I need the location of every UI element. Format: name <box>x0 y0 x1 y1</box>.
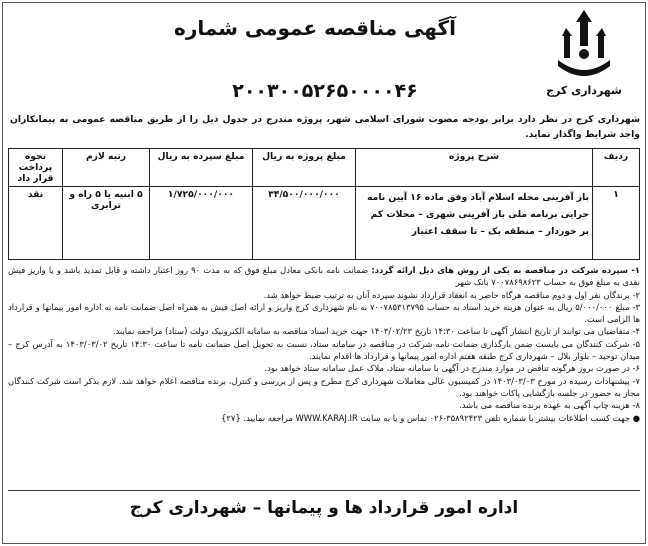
intro-paragraph: شهرداری کرج در نظر دارد برابر بودجه مصوب شورای اسلامی شهر، پروژه مندرج در جدول ذیل را از طریق مناقصه عمومی به پیمانکاران واجد شرایط واگذار نماید. <box>10 114 640 140</box>
col-amount-header: مبلغ پروژه به ریال <box>253 149 356 187</box>
notice-title: آگهی مناقصه عمومی شماره <box>174 16 456 40</box>
condition-2: ۲- برندگان نفر اول و دوم مناقصه هرگاه حاضر به انعقاد قرارداد نشوند سپرده آنان به ترتیب ضبط خواهد شد. <box>263 289 640 300</box>
condition-1-lead: ۱- سپرده شرکت در مناقصه به یکی از روش های ذیل ارائه گردد: <box>371 265 641 275</box>
col-deposit-header: مبلغ سپرده به ریال <box>150 149 253 187</box>
header <box>0 0 648 112</box>
table-header-row <box>9 149 640 187</box>
logo-caption: شهرداری کرج <box>546 84 622 97</box>
project-amount: ۳۴/۵۰۰/۰۰۰/۰۰۰ <box>253 187 356 260</box>
table-row <box>9 187 640 260</box>
projects-table <box>8 148 640 260</box>
condition-1 <box>8 264 640 289</box>
karaj-municipality-logo <box>534 6 634 106</box>
condition-6: ۶- در صورت بروز هرگونه تناقض در موارد مندرج در آگهی با سامانه ستاد، ملاک عمل سامانه ستاد خواهد بود. <box>264 363 640 374</box>
logo-emblem-icon <box>552 6 616 82</box>
col-row-header: ردیف <box>593 149 640 187</box>
contact-info: ● جهت کسب اطلاعات بیشتر با شماره تلفن ۳۵۸۹۲۴۲۳-۰۲۶ تماس و یا به سایت WWW.KARAJ.IR مراجعه نمایید. {۲۷} <box>221 412 640 423</box>
condition-8: ۸- هزینه چاپ آگهی به عهده برنده مناقصه می باشد. <box>459 400 640 411</box>
required-grade: ۵ ابنیه یا ۵ راه و ترابری <box>63 187 150 260</box>
tender-number: ۲۰۰۳۰۰۵۲۶۵۰۰۰۰۴۶ <box>232 80 418 102</box>
footer-divider <box>8 490 640 491</box>
footer-signature: اداره امور قرارداد ها و پیمانها – شهرداری کرج <box>129 498 519 518</box>
payment-method: نقد <box>9 187 63 260</box>
condition-3: ۳- مبلغ ۵/۰۰۰/۰۰۰ ریال به عنوان هزینه خرید اسناد به حساب ۷۰۰۷۸۵۳۱۳۷۹۵ به نام شهرداری کرج واریز و ارائه اصل فیش به همراه اصل ضمانت نامه به اداره امور پیمانها و قرارداد ها الزامی است. <box>8 301 640 325</box>
condition-1-text: ضمانت نامه بانکی معادل مبلغ فوق که به مدت ۹۰ روز اعتبار داشته و قابل تمدید باشد و یا واریز فیش نقدی به مبلغ فوق به حساب ۷۰۰۷۸۶۹۸۶۲۳ بانک شهر <box>8 265 640 288</box>
row-number: ۱ <box>593 187 640 260</box>
conditions-list <box>8 264 640 424</box>
project-description: باز آفرینی محله اسلام آباد وفق ماده ۱۶ آیین نامه جرایی برنامه ملی باز آفرینی شهری – محلات کم بر خوردار – منطقه یک – تا سقف اعتبار <box>356 187 593 260</box>
col-grade-header: رتبه لازم <box>63 149 150 187</box>
condition-4: ۴- متقاضیان می توانند از تاریخ انتشار آگهی تا ساعت ۱۴:۳۰ تاریخ ۱۴۰۳/۰۲/۲۳ جهت خرید اسناد مناقصه به سامانه الکترونیک دولت (ستاد) مراجعه نمایند. <box>112 326 640 337</box>
col-desc-header: شرح پروژه <box>356 149 593 187</box>
col-payment-header: نحوه پرداخت قرار داد <box>9 149 63 187</box>
condition-7: ۷- پیشنهادات رسیده در مورخ ۱۴۰۳/۰۳/۰۳ در کمیسیون عالی معاملات شهرداری کرج مطرح و پس از بررسی و کنترل، برنده مناقصه اعلام خواهد شد. لازم بذکر است شرکت کنندگان مجاز به حضور در جلسه بازگشایی پاکات خواهند بود. <box>8 375 641 398</box>
condition-5: ۵- شرکت کنندگان می بایست ضمن بارگذاری ضمانت نامه شرکت در مناقصه در سامانه ستاد، نسبت به تحویل اصل ضمانت نامه تا ساعت ۱۴:۳۰ تاریخ ۱۴۰۳/۰۳/۰۲ به آدرس کرج – میدان توحید – بلوار بلال – شهرداری کرج طبقه هفتم اداره امور پیمانها و قرارداد ها اقدام نمایند. <box>8 338 641 362</box>
deposit-amount: ۱/۷۲۵/۰۰۰/۰۰۰ <box>150 187 253 260</box>
